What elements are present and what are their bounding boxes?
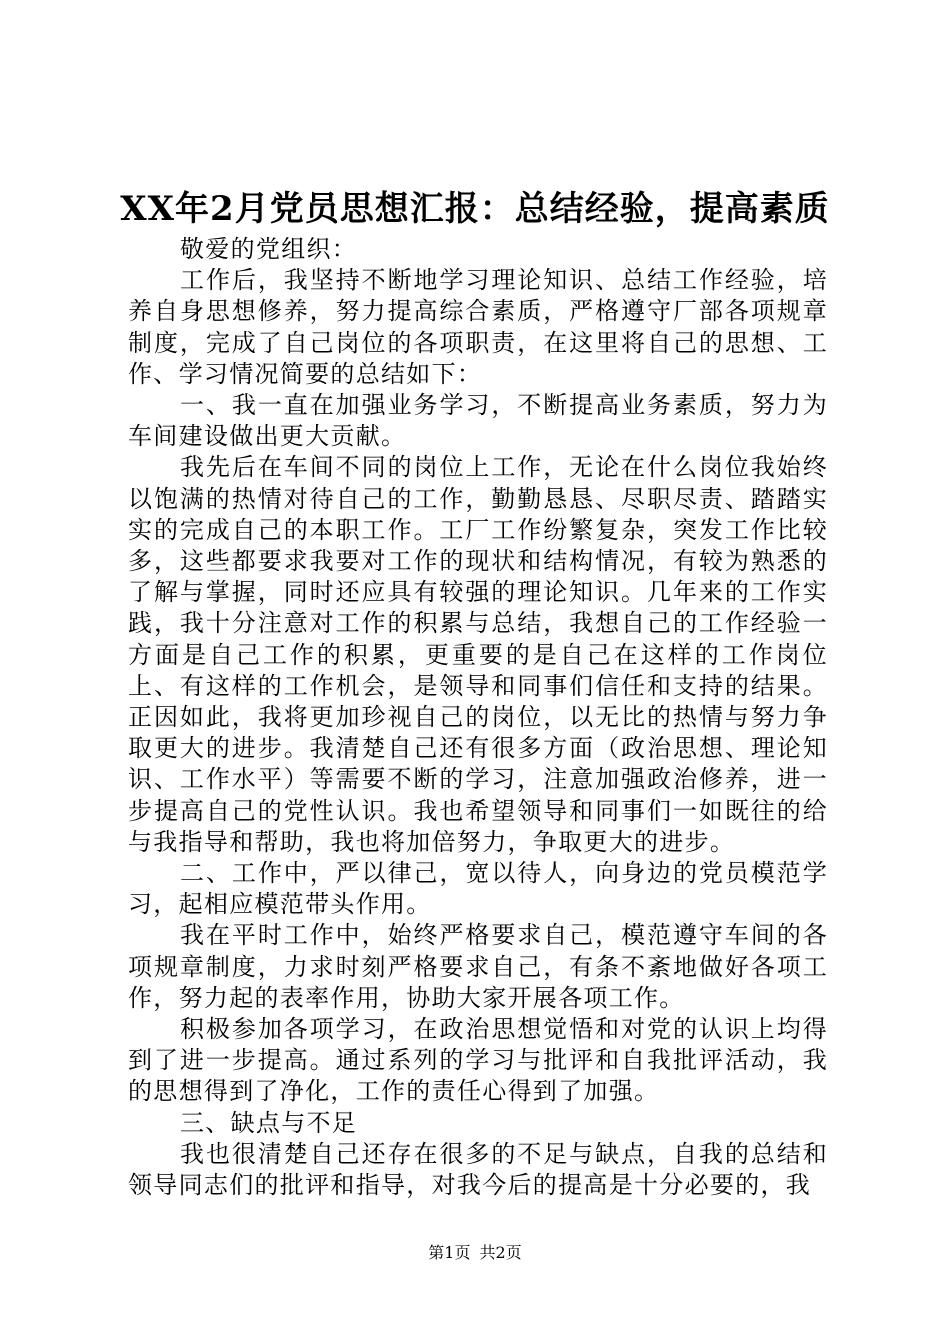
- document-title: XX年2月党员思想汇报：总结经验，提高素质: [120, 189, 830, 229]
- section-heading-1: 一、我一直在加强业务学习，不断提高业务素质，努力为车间建设做出更大贡献。: [128, 391, 828, 451]
- page-footer: [0, 1242, 950, 1264]
- page-number: 第1页: [428, 1243, 471, 1262]
- salutation: 敬爱的党组织：: [180, 235, 358, 263]
- paragraph-section-2a: 我在平时工作中，始终严格要求自己，模范遵守车间的各项规章制度，力求时刻严格要求自己，有条不紊地做好各项工作，努力起的表率作用，协助大家开展各项工作。: [128, 921, 828, 1012]
- paragraph-section-1: 我先后在车间不同的岗位上工作，无论在什么岗位我始终以饱满的热情对待自己的工作，勤勤恳恳、尽职尽责、踏踏实实的完成自己的本职工作。工厂工作纷繁复杂，突发工作比较多，这些都要求我要对工作的现状和结构情况，有较为熟悉的了解与掌握，同时还应具有较强的理论知识。几年来的工作实践，我十分注意对工作的积累与总结，我想自己的工作经验一方面是自己工作的积累，更重要的是自己在这样的工作岗位上、有这样的工作机会，是领导和同事们信任和支持的结果。正因如此，我将更加珍视自己的岗位，以无比的热情与努力争取更大的进步。我清楚自己还有很多方面（政治思想、理论知识、工作水平）等需要不断的学习，注意加强政治修养，进一步提高自己的党性认识。我也希望领导和同事们一如既往的给与我指导和帮助，我也将加倍努力，争取更大的进步。: [128, 453, 828, 856]
- page-total: 共2页: [479, 1243, 522, 1262]
- paragraph-section-3: 我也很清楚自己还存在很多的不足与缺点，自我的总结和领导同志们的批评和指导，对我今后的提高是十分必要的，我: [128, 1139, 828, 1200]
- paragraph-intro: 工作后，我坚持不断地学习理论知识、总结工作经验，培养自身思想修养，努力提高综合素质，严格遵守厂部各项规章制度，完成了自己岗位的各项职责，在这里将自己的思想、工作、学习情况简要的总结如下：: [128, 266, 828, 388]
- section-heading-3: 三、缺点与不足: [180, 1108, 358, 1137]
- section-heading-2: 二、工作中，严以律己，宽以待人，向身边的党员模范学习，起相应模范带头作用。: [128, 859, 828, 919]
- document-body: [128, 234, 828, 1201]
- paragraph-section-2b: 积极参加各项学习，在政治思想觉悟和对党的认识上均得到了进一步提高。通过系列的学习与批评和自我批评活动，我的思想得到了净化，工作的责任心得到了加强。: [128, 1015, 828, 1106]
